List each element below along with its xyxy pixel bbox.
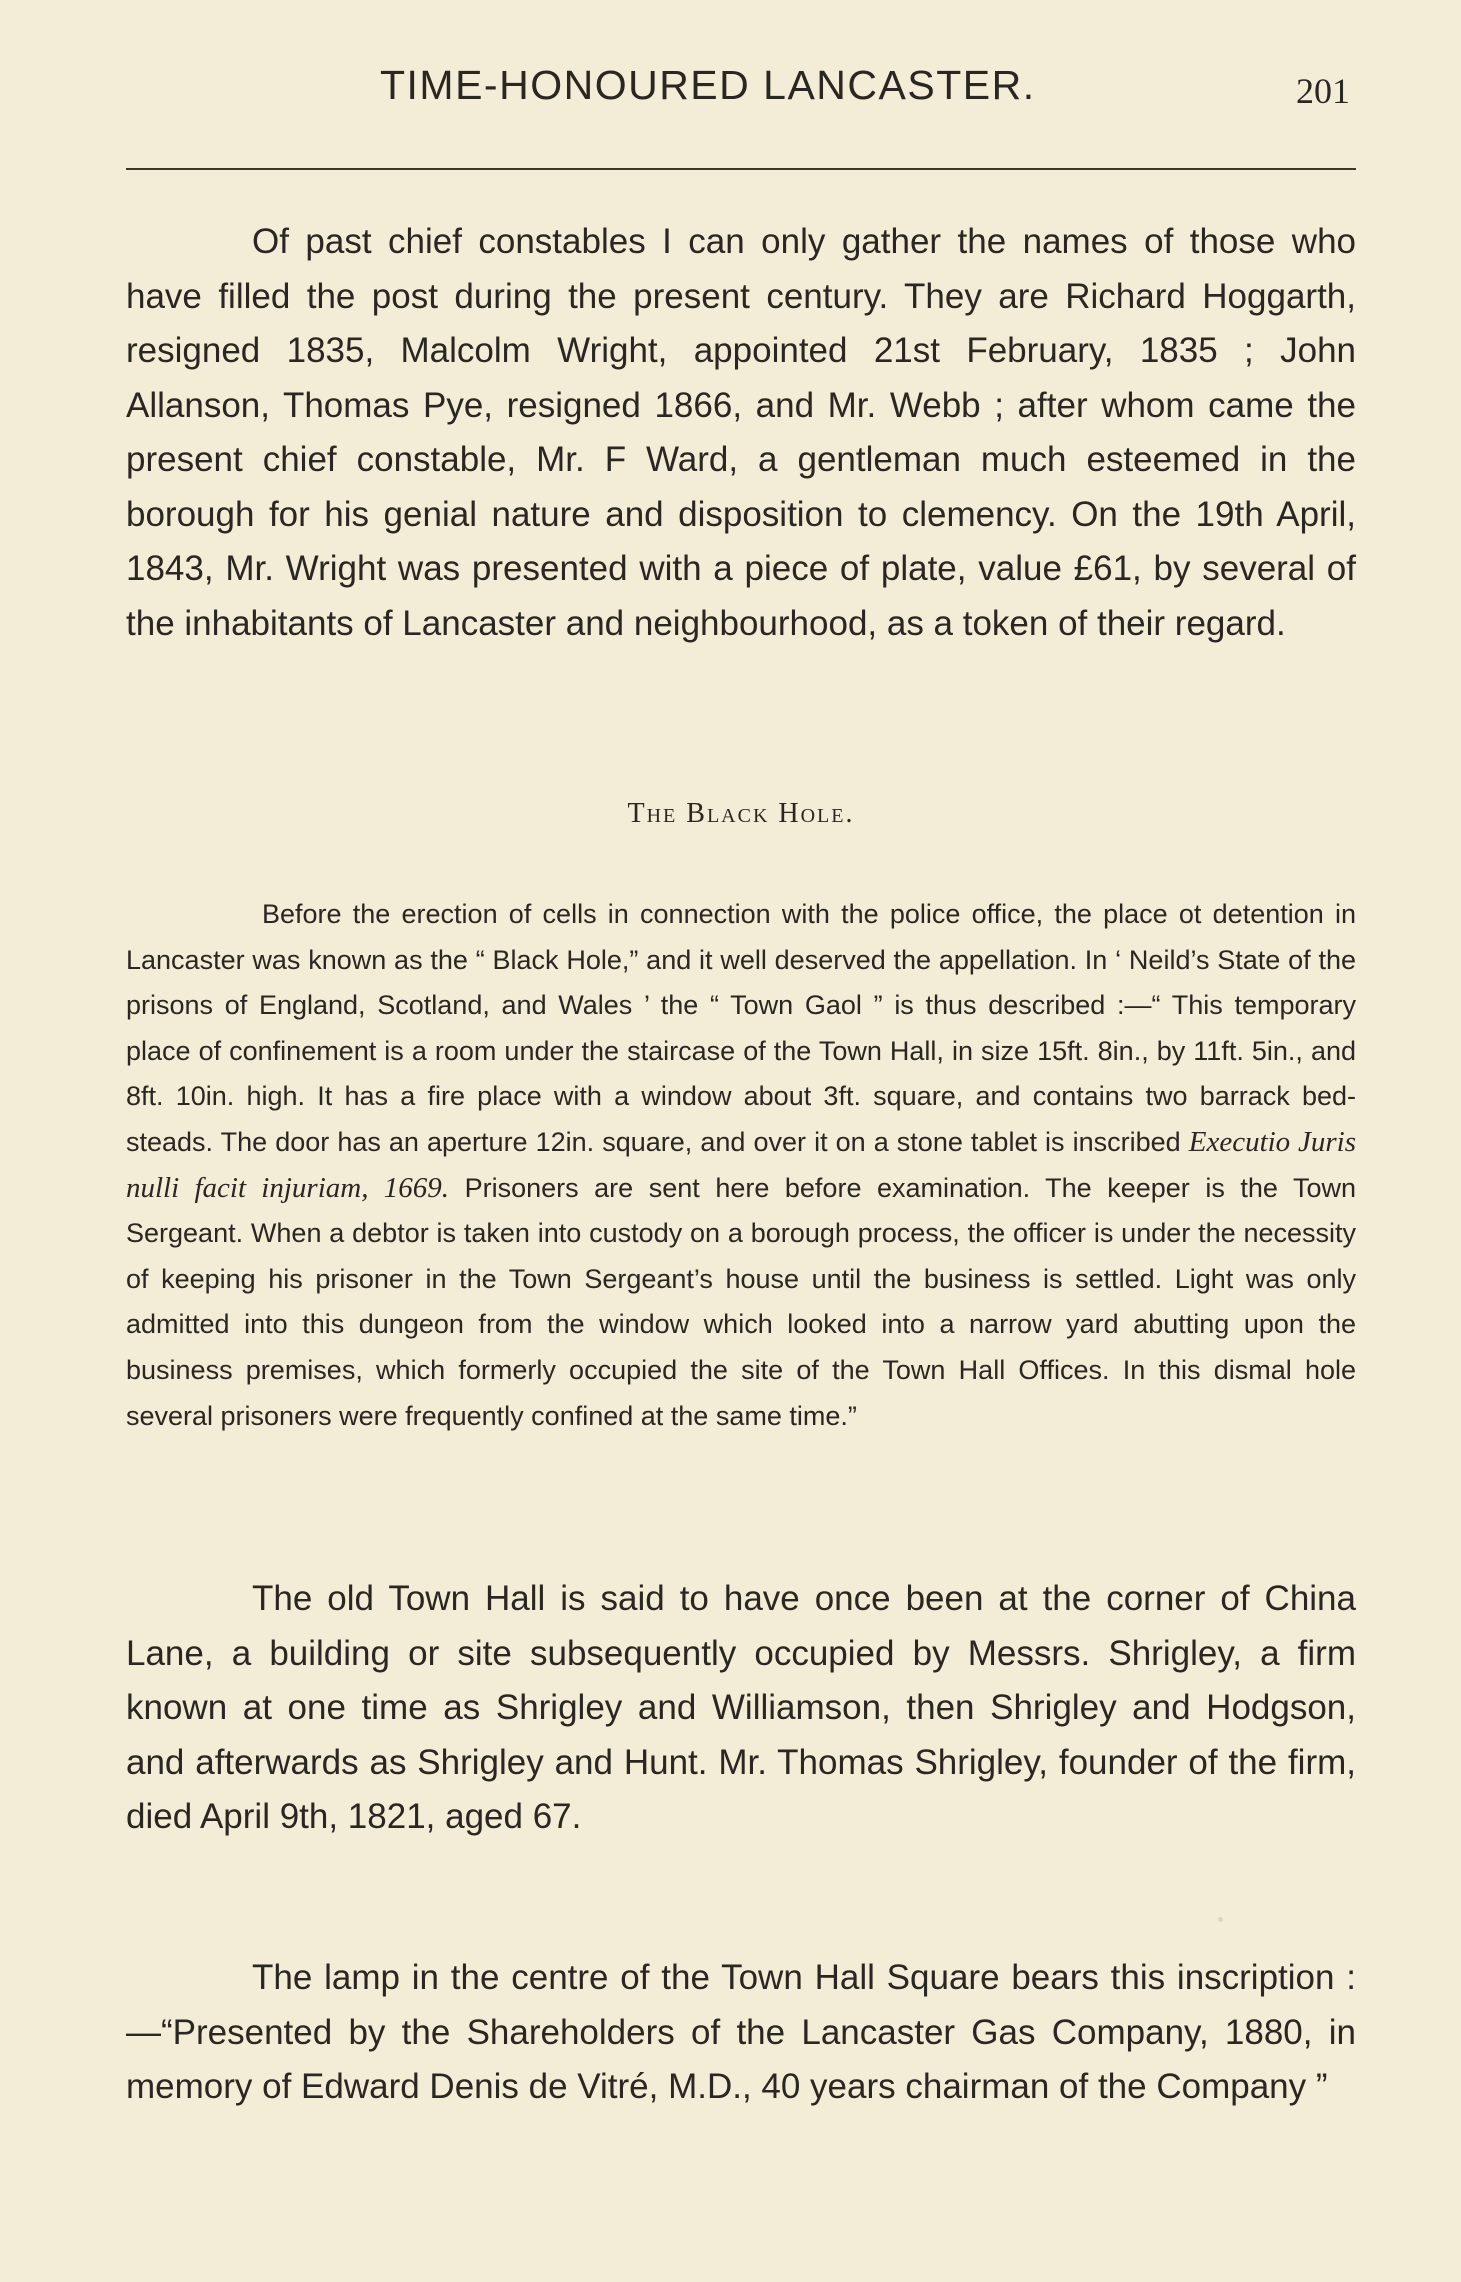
black-hole-quote (126, 892, 1356, 1439)
paragraph-chief-constables (126, 215, 1356, 651)
paper-speck (1218, 1917, 1223, 1922)
quote-text-after: Prisoners are sent here before examination. The keeper is the Town Sergeant. When a debtor is taken into custody on a borough process, the officer is under the necessity of keeping his prisoner in the Town Sergeant’s house until the business is settled. Light was only admitted into this dungeon from the window which looked into a narrow yard abutting upon the business premises, which formerly occupied the site of the Town Hall Offices. In this dismal hole several prisoners were frequently confined at the same time.” (126, 1172, 1356, 1431)
paragraph-lamp-inscription (126, 1951, 1356, 2115)
header-rule (126, 168, 1356, 170)
running-header-title: TIME-HONOURED LANCASTER. (380, 62, 1036, 108)
paragraph-text: The lamp in the centre of the Town Hall Square bears this inscription :—“Presented by the Shareholders of the Lancaster Gas Company, 1880, in memory of Edward Denis de Vitré, M.D., 40 years chairman of the Company ” (126, 1958, 1356, 2106)
paragraph-text: Of past chief constables I can only gather the names of those who have filled the post during the present century. They are Richard Hoggarth, resigned 1835, Malcolm Wright, appointed 21st February, 1835 ; John Allanson, Thomas Pye, resigned 1866, and Mr. Webb ; after whom came the present chief constable, Mr. F Ward, a gentleman much esteemed in the borough for his genial nature and disposition to clemency. On the 19th April, 1843, Mr. Wright was presented with a piece of plate, value £61, by several of the inhabitants of Lancaster and neighbourhood, as a token of their regard. (126, 222, 1356, 643)
latin-inscription: Executio Juris nulli facit injuriam, 1669. (126, 1125, 1356, 1204)
page-number: 201 (1296, 71, 1350, 111)
paragraph-old-town-hall (126, 1572, 1356, 1845)
quote-text-before: Before the erection of cells in connection with the police office, the place ot detention in Lancaster was known as the “ Black Hole,” and it well deserved the appellation. In ‘ Neild’s State of the prisons of England, Scotland, and Wales ’ the “ Town Gaol ” is thus described :—“ This temporary place of confinement is a room under the staircase of the Town Hall, in size 15ft. 8in., by 11ft. 5in., and 8ft. 10in. high. It has a fire place with a window about 3ft. square, and contains two barrack bed-steads. The door has an aperture 12in. square, and over it on a stone tablet is inscribed (126, 899, 1356, 1157)
paragraph-text: The old Town Hall is said to have once been at the corner of China Lane, a building or site subsequently occupied by Messrs. Shrigley, a firm known at one time as Shrigley and Williamson, then Shrigley and Hodgson, and afterwards as Shrigley and Hunt. Mr. Thomas Shrigley, founder of the firm, died April 9th, 1821, aged 67. (126, 1579, 1356, 1836)
section-heading: The Black Hole. (627, 798, 855, 829)
